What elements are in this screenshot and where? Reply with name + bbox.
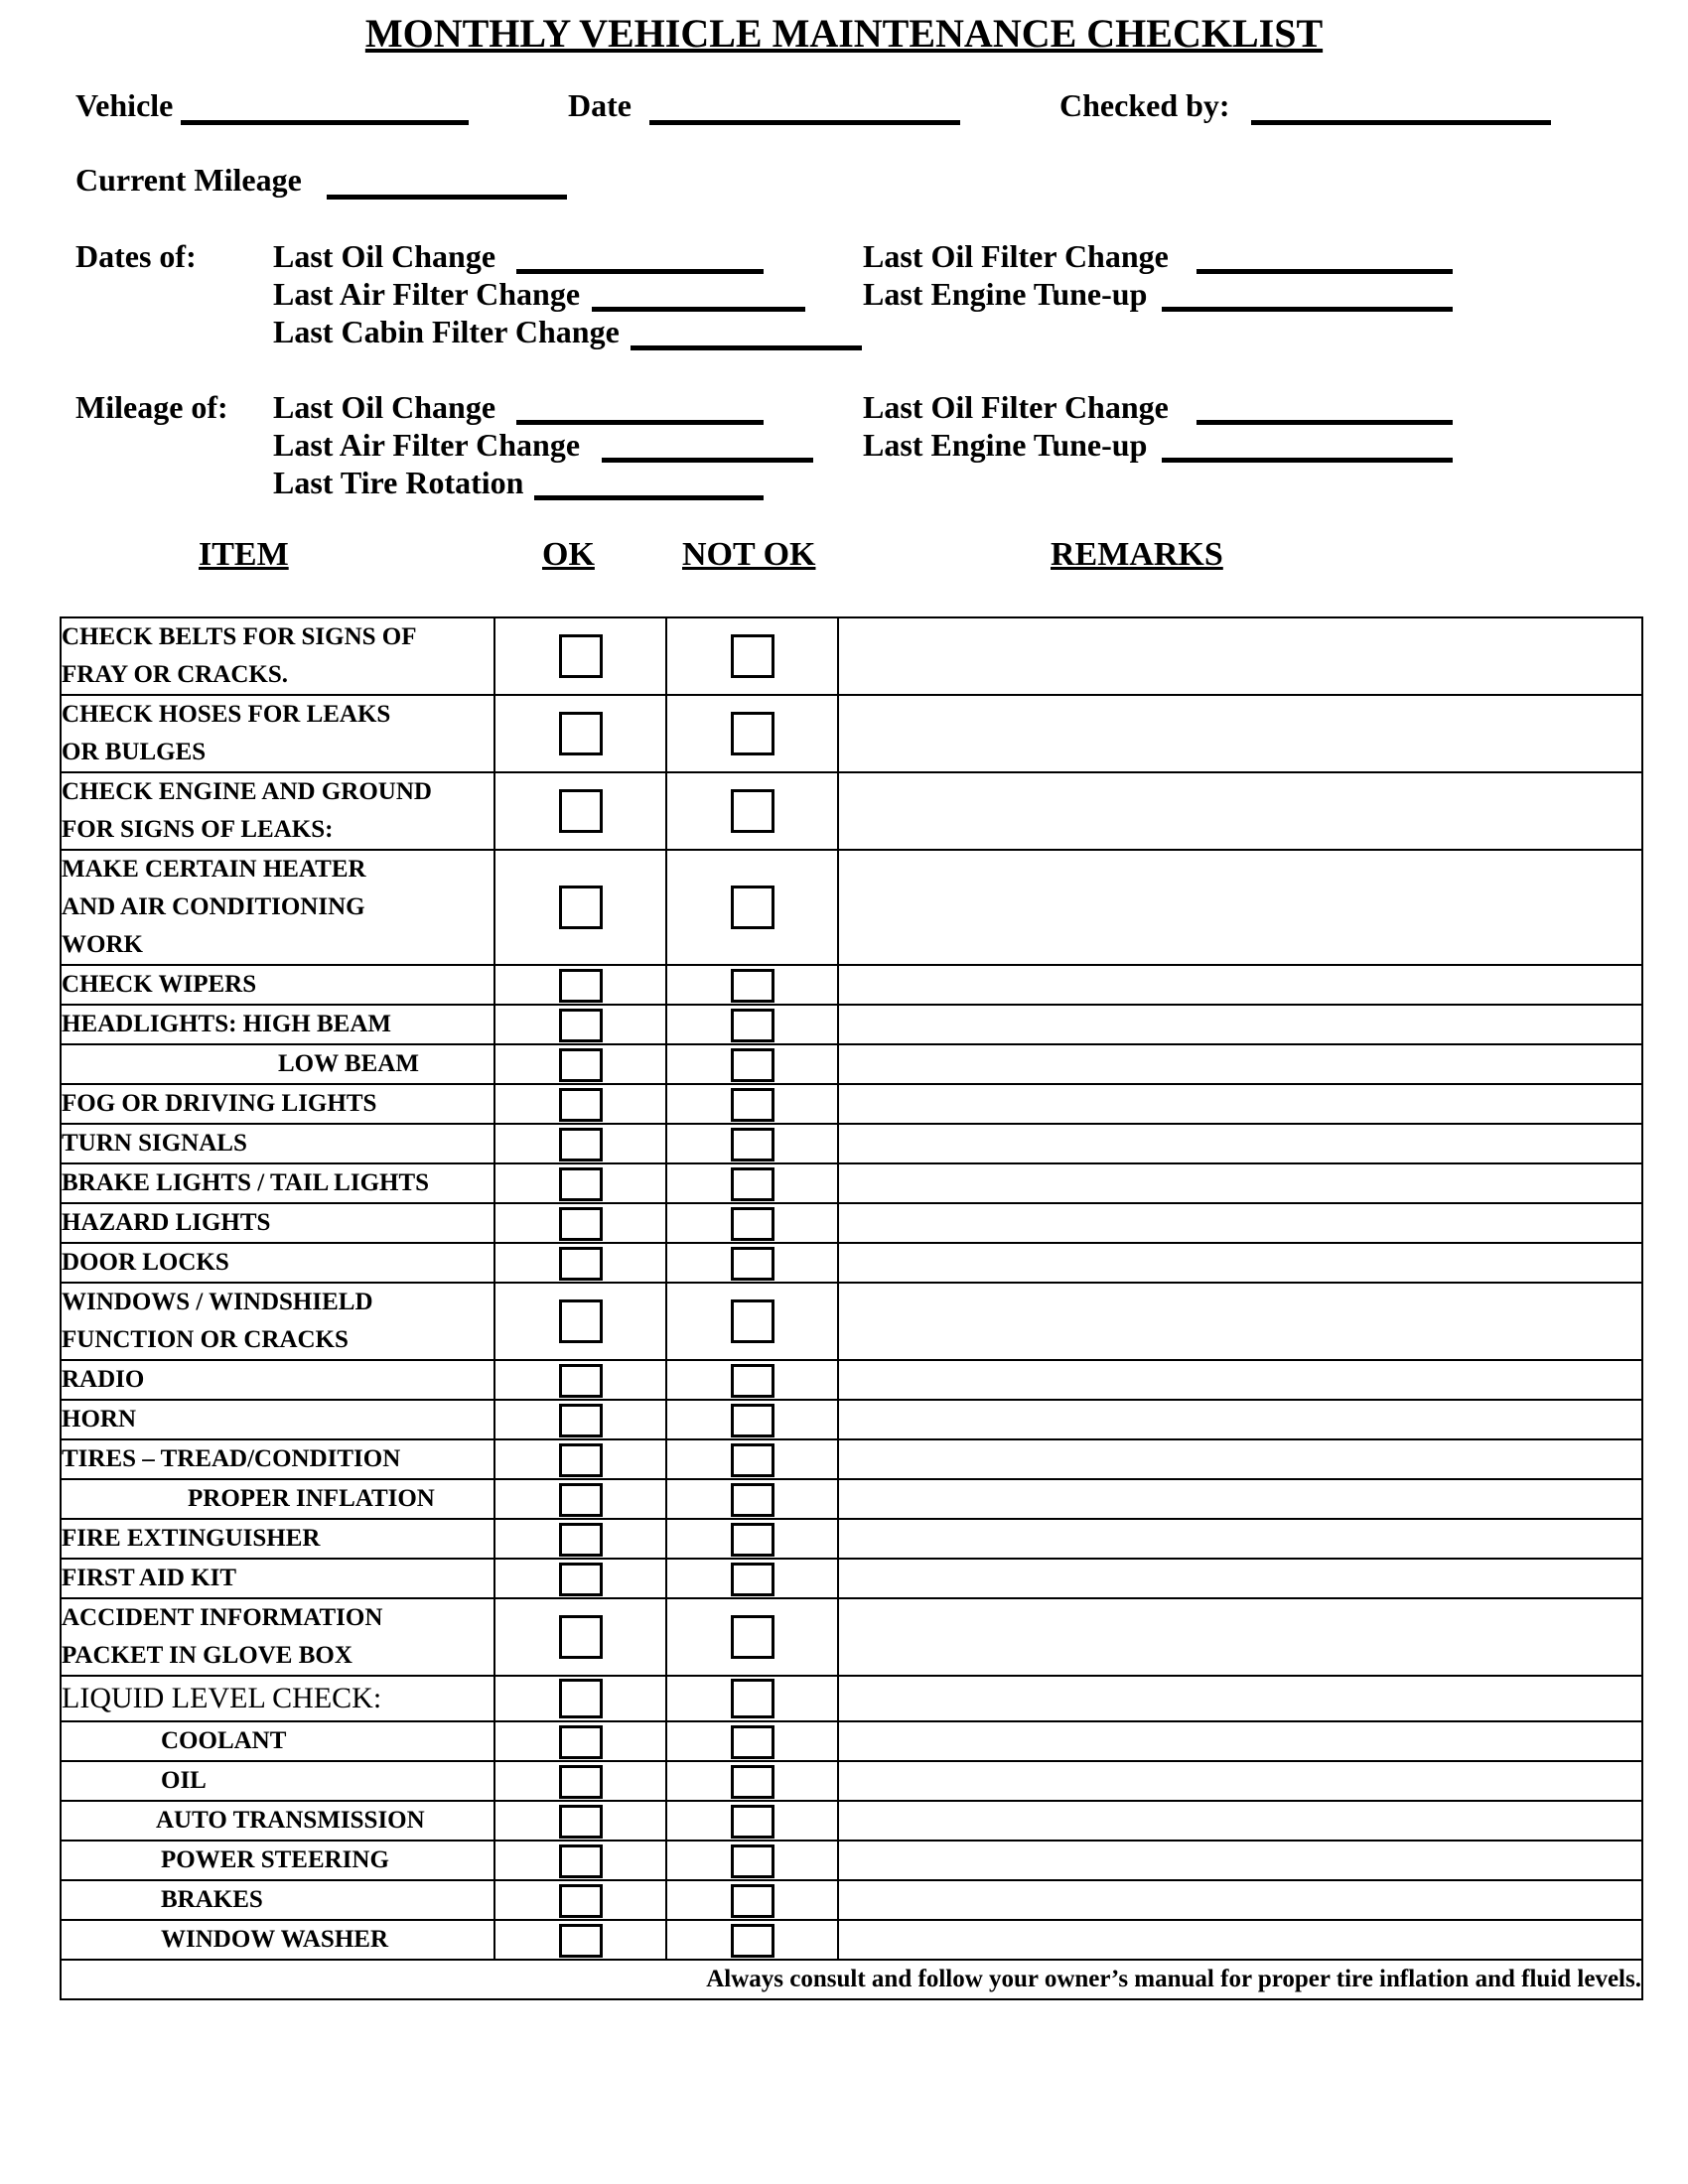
item-label: CHECK HOSES FOR LEAKS [62,701,391,728]
item-label: CHECK WIPERS [61,965,494,1005]
table-row [61,850,1642,965]
remarks-cell[interactable] [838,1163,1642,1203]
mileage-last-air-filter-change-field[interactable] [602,458,813,463]
table-row [61,695,1642,772]
item-label: BRAKE LIGHTS / TAIL LIGHTS [61,1163,494,1203]
ok-checkbox[interactable] [559,1404,603,1437]
ok-checkbox[interactable] [559,1009,603,1042]
not-ok-checkbox[interactable] [731,886,774,929]
ok-checkbox[interactable] [559,1088,603,1122]
item-label: RADIO [61,1360,494,1400]
ok-checkbox[interactable] [559,1615,603,1659]
not-ok-checkbox[interactable] [731,1615,774,1659]
item-label: AUTO TRANSMISSION [61,1801,494,1841]
not-ok-checkbox[interactable] [731,1247,774,1281]
dates-last-cabin-filter-change-label: Last Cabin Filter Change [273,314,620,349]
table-row [61,1479,1642,1519]
table-row [61,1676,1642,1721]
item-label: FIRST AID KIT [61,1559,494,1598]
vehicle-label: Vehicle [75,87,174,123]
item-label: DOOR LOCKS [61,1243,494,1283]
table-row [61,1203,1642,1243]
remarks-cell[interactable] [838,1479,1642,1519]
dates-last-oil-filter-change-label: Last Oil Filter Change [863,238,1169,274]
not-ok-checkbox[interactable] [731,1924,774,1958]
ok-checkbox[interactable] [559,1844,603,1878]
table-row [61,617,1642,695]
item-label: BRAKES [61,1880,494,1920]
remarks-cell[interactable] [838,1920,1642,1960]
not-ok-checkbox[interactable] [731,1725,774,1759]
ok-checkbox[interactable] [559,1884,603,1918]
remarks-cell[interactable] [838,1283,1642,1360]
mileage-last-air-filter-change-label: Last Air Filter Change [273,427,581,463]
not-ok-checkbox[interactable] [731,1364,774,1398]
mileage-of-label: Mileage of: [75,389,228,425]
item-label: WINDOWS / WINDSHIELD [62,1289,373,1315]
item-label: WINDOW WASHER [61,1920,494,1960]
ok-checkbox[interactable] [559,634,603,678]
footer-row [61,1960,1642,1999]
table-row [61,1400,1642,1439]
mileage-last-oil-filter-change-label: Last Oil Filter Change [863,389,1169,425]
remarks-cell[interactable] [838,1243,1642,1283]
vehicle-field[interactable] [181,120,469,125]
ok-checkbox[interactable] [559,1679,603,1718]
table-row [61,1761,1642,1801]
mileage-last-engine-tune-up-field[interactable] [1162,458,1453,463]
page-title: MONTHLY VEHICLE MAINTENANCE CHECKLIST [364,11,1324,56]
ok-checkbox[interactable] [559,1048,603,1082]
item-label: OIL [61,1761,494,1801]
mileage-last-oil-change-field[interactable] [516,420,764,425]
item-cell [61,617,494,695]
ok-checkbox[interactable] [559,1364,603,1398]
item-label: TIRES – TREAD/CONDITION [61,1439,494,1479]
ok-checkbox[interactable] [559,1247,603,1281]
item-cell [61,695,494,772]
remarks-cell[interactable] [838,1203,1642,1243]
checked-by-label: Checked by: [1059,87,1230,123]
item-label: ACCIDENT INFORMATION [62,1604,383,1631]
ok-checkbox[interactable] [559,1299,603,1343]
table-row [61,1841,1642,1880]
item-label: TURN SIGNALS [61,1124,494,1163]
remarks-cell[interactable] [838,1841,1642,1880]
ok-checkbox[interactable] [559,1443,603,1477]
item-label: MAKE CERTAIN HEATER [62,856,366,883]
not-ok-checkbox[interactable] [731,1679,774,1718]
item-cell [61,850,494,965]
table-row [61,1243,1642,1283]
remarks-cell[interactable] [838,1044,1642,1084]
ok-checkbox[interactable] [559,969,603,1003]
remarks-cell[interactable] [838,1559,1642,1598]
item-label: LOW BEAM [61,1044,494,1084]
remarks-cell[interactable] [838,1519,1642,1559]
item-label: LIQUID LEVEL CHECK: [61,1676,494,1721]
ok-checkbox[interactable] [559,1805,603,1839]
checklist-table [60,616,1643,2000]
remarks-cell[interactable] [838,1801,1642,1841]
date-field[interactable] [649,120,960,125]
ok-checkbox[interactable] [559,886,603,929]
item-label: POWER STEERING [61,1841,494,1880]
date-label: Date [568,87,632,123]
table-row [61,1005,1642,1044]
item-label: WORK [62,931,143,958]
table-row [61,1801,1642,1841]
table-row [61,1044,1642,1084]
not-ok-checkbox[interactable] [731,1299,774,1343]
table-row [61,1920,1642,1960]
remarks-cell[interactable] [838,772,1642,850]
not-ok-checkbox[interactable] [731,1523,774,1557]
table-row [61,1360,1642,1400]
table-row [61,1880,1642,1920]
item-label: HAZARD LIGHTS [61,1203,494,1243]
item-label: COOLANT [61,1721,494,1761]
dates-last-engine-tune-up-field[interactable] [1162,307,1453,312]
ok-checkbox[interactable] [559,1207,603,1241]
not-ok-checkbox[interactable] [731,1483,774,1517]
remarks-cell[interactable] [838,695,1642,772]
table-row [61,1519,1642,1559]
remarks-cell[interactable] [838,617,1642,695]
not-ok-checkbox[interactable] [731,634,774,678]
table-row [61,1124,1642,1163]
table-row [61,1163,1642,1203]
remarks-cell[interactable] [838,1005,1642,1044]
table-row [61,772,1642,850]
item-label: HEADLIGHTS: HIGH BEAM [61,1005,494,1044]
dates-last-oil-change-label: Last Oil Change [273,238,496,274]
not-ok-checkbox[interactable] [731,1088,774,1122]
not-ok-checkbox[interactable] [731,1009,774,1042]
item-label: AND AIR CONDITIONING [62,893,365,920]
current-mileage-label: Current Mileage [75,162,302,198]
ok-checkbox[interactable] [559,1765,603,1799]
ok-checkbox[interactable] [559,789,603,833]
checked-by-field[interactable] [1251,120,1551,125]
remarks-cell[interactable] [838,965,1642,1005]
ok-checkbox[interactable] [559,1563,603,1596]
table-row [61,1598,1642,1676]
item-label: PACKET IN GLOVE BOX [62,1642,352,1669]
dates-last-engine-tune-up-label: Last Engine Tune-up [863,276,1148,312]
current-mileage-field[interactable] [327,195,567,200]
item-label: FUNCTION OR CRACKS [62,1326,349,1353]
ok-checkbox[interactable] [559,1924,603,1958]
dates-last-cabin-filter-change-field[interactable] [631,345,862,350]
mileage-last-oil-filter-change-field[interactable] [1196,420,1453,425]
item-label: FOG OR DRIVING LIGHTS [61,1084,494,1124]
mileage-last-tire-rotation-field[interactable] [534,495,764,500]
table-row [61,1084,1642,1124]
table-row [61,1559,1642,1598]
remarks-cell[interactable] [838,1880,1642,1920]
dates-last-oil-filter-change-field[interactable] [1196,269,1453,274]
remarks-cell[interactable] [838,1124,1642,1163]
remarks-cell[interactable] [838,1676,1642,1721]
not-ok-checkbox[interactable] [731,1207,774,1241]
ok-checkbox[interactable] [559,1523,603,1557]
not-ok-checkbox[interactable] [731,1404,774,1437]
mileage-last-engine-tune-up-label: Last Engine Tune-up [863,427,1148,463]
item-label: PROPER INFLATION [61,1479,494,1519]
not-ok-column-header: NOT OK [682,536,816,573]
ok-column-header: OK [542,536,595,573]
remarks-column-header: REMARKS [1051,536,1223,573]
remarks-cell[interactable] [838,1360,1642,1400]
ok-checkbox[interactable] [559,1128,603,1161]
ok-checkbox[interactable] [559,712,603,755]
remarks-cell[interactable] [838,1598,1642,1676]
table-row [61,1439,1642,1479]
not-ok-checkbox[interactable] [731,1167,774,1201]
item-cell [61,772,494,850]
item-cell [61,1598,494,1676]
remarks-cell[interactable] [838,1439,1642,1479]
table-row [61,1283,1642,1360]
not-ok-checkbox[interactable] [731,1805,774,1839]
table-row [61,965,1642,1005]
ok-checkbox[interactable] [559,1167,603,1201]
item-label: FIRE EXTINGUISHER [61,1519,494,1559]
dates-of-label: Dates of: [75,238,197,274]
item-column-header: ITEM [199,536,289,573]
not-ok-checkbox[interactable] [731,1884,774,1918]
dates-last-air-filter-change-field[interactable] [592,307,805,312]
remarks-cell[interactable] [838,1761,1642,1801]
item-label: HORN [61,1400,494,1439]
ok-checkbox[interactable] [559,1725,603,1759]
not-ok-checkbox[interactable] [731,1443,774,1477]
dates-last-oil-change-field[interactable] [516,269,764,274]
not-ok-checkbox[interactable] [731,1128,774,1161]
item-cell [61,1283,494,1360]
table-row [61,1721,1642,1761]
dates-last-air-filter-change-label: Last Air Filter Change [273,276,581,312]
not-ok-checkbox[interactable] [731,1765,774,1799]
item-label: CHECK ENGINE AND GROUND [62,778,432,805]
not-ok-checkbox[interactable] [731,789,774,833]
mileage-last-oil-change-label: Last Oil Change [273,389,496,425]
mileage-last-tire-rotation-label: Last Tire Rotation [273,465,524,500]
not-ok-checkbox[interactable] [731,1563,774,1596]
item-label: OR BULGES [62,739,207,765]
remarks-cell[interactable] [838,1400,1642,1439]
ok-checkbox[interactable] [559,1483,603,1517]
not-ok-checkbox[interactable] [731,969,774,1003]
item-label: FOR SIGNS OF LEAKS: [62,816,334,843]
remarks-cell[interactable] [838,1084,1642,1124]
not-ok-checkbox[interactable] [731,1048,774,1082]
remarks-cell[interactable] [838,850,1642,965]
item-label: FRAY OR CRACKS. [62,661,289,688]
item-label: CHECK BELTS FOR SIGNS OF [62,623,417,650]
footer-note: Always consult and follow your owner’s manual for proper tire inflation and fluid levels. [61,1960,1642,1999]
not-ok-checkbox[interactable] [731,1844,774,1878]
remarks-cell[interactable] [838,1721,1642,1761]
not-ok-checkbox[interactable] [731,712,774,755]
